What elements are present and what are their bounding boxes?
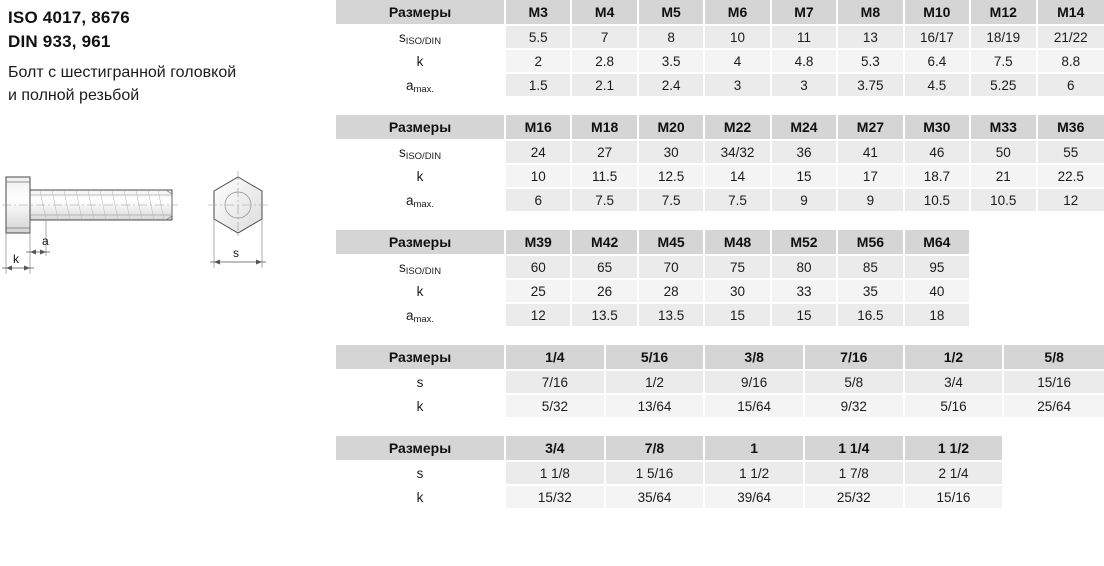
standard-line-1: ISO 4017, 8676 — [8, 8, 130, 27]
row-label-k: k — [336, 486, 506, 508]
table-cell-value: 1/2 — [606, 371, 706, 395]
table-header-dimensions: Размеры — [336, 436, 506, 462]
table-cell-value: 27 — [572, 141, 638, 165]
row-label-k: k — [336, 165, 506, 189]
table-cell-value: 5/32 — [506, 395, 606, 417]
row-label-s-iso-din: sISO/DIN — [336, 141, 506, 165]
table-header-dimensions: Размеры — [336, 345, 506, 371]
drawing-label-a: a — [42, 234, 49, 248]
table-cell-value: 6 — [1038, 74, 1104, 96]
row-label-a-max: amax. — [336, 74, 506, 96]
table-cell-empty — [971, 280, 1037, 304]
table-header-size: 3/8 — [705, 345, 805, 371]
table-row — [336, 304, 1104, 326]
product-description-line-1: Болт с шестигранной головкой — [8, 64, 237, 81]
table-header-empty — [971, 230, 1037, 256]
table-header-size: M48 — [705, 230, 771, 256]
table-row — [336, 50, 1104, 74]
table-row — [336, 280, 1104, 304]
table-header-row — [336, 345, 1104, 371]
table-cell-value: 10 — [705, 26, 771, 50]
table-header-size: 5/16 — [606, 345, 706, 371]
table-cell-value: 40 — [905, 280, 971, 304]
dimension-tables — [336, 0, 1104, 527]
table-header-dimensions: Размеры — [336, 115, 506, 141]
table-cell-value: 1 1/2 — [705, 462, 805, 486]
table-cell-value: 7.5 — [971, 50, 1037, 74]
table-cell-value: 5/16 — [905, 395, 1005, 417]
table-row — [336, 165, 1104, 189]
table-cell-value: 18 — [905, 304, 971, 326]
table-cell-value: 2 1/4 — [905, 462, 1005, 486]
table-cell-value: 7/16 — [506, 371, 606, 395]
table-cell-value: 13/64 — [606, 395, 706, 417]
table-cell-value: 55 — [1038, 141, 1104, 165]
standard-line-2: DIN 933, 961 — [8, 32, 111, 51]
table-header-dimensions: Размеры — [336, 230, 506, 256]
table-row — [336, 141, 1104, 165]
drawing-label-k: k — [13, 252, 19, 266]
row-label-s: s — [336, 371, 506, 395]
table-header-size: 7/16 — [805, 345, 905, 371]
table-cell-value: 5/8 — [805, 371, 905, 395]
row-label-a-max: amax. — [336, 189, 506, 211]
dimension-table — [336, 230, 1104, 326]
table-cell-value: 34/32 — [705, 141, 771, 165]
table-cell-value: 1 1/8 — [506, 462, 606, 486]
table-cell-value: 41 — [838, 141, 904, 165]
table-header-size: M27 — [838, 115, 904, 141]
table-header-size: M39 — [506, 230, 572, 256]
table-cell-value: 18.7 — [905, 165, 971, 189]
table-cell-value: 16.5 — [838, 304, 904, 326]
table-header-size: M45 — [639, 230, 705, 256]
table-cell-value: 21/22 — [1038, 26, 1104, 50]
table-header-row — [336, 230, 1104, 256]
table-header-size: M64 — [905, 230, 971, 256]
row-label-k: k — [336, 395, 506, 417]
table-cell-value: 15 — [772, 304, 838, 326]
product-info — [8, 6, 328, 107]
table-cell-value: 9/16 — [705, 371, 805, 395]
table-header-size: M4 — [572, 0, 638, 26]
table-header-size: M24 — [772, 115, 838, 141]
table-cell-value: 10 — [506, 165, 572, 189]
table-cell-value: 2.4 — [639, 74, 705, 96]
table-header-size: M18 — [572, 115, 638, 141]
table-cell-value: 35 — [838, 280, 904, 304]
table-cell-value: 12.5 — [639, 165, 705, 189]
row-label-s: s — [336, 462, 506, 486]
table-cell-value: 9 — [772, 189, 838, 211]
row-label-a-max: amax. — [336, 304, 506, 326]
table-cell-value: 1 5/16 — [606, 462, 706, 486]
table-cell-value: 18/19 — [971, 26, 1037, 50]
table-cell-value: 25/32 — [805, 486, 905, 508]
table-cell-value: 7 — [572, 26, 638, 50]
table-row — [336, 462, 1104, 486]
table-header-size: M12 — [971, 0, 1037, 26]
table-header-size: M42 — [572, 230, 638, 256]
table-cell-value: 4.5 — [905, 74, 971, 96]
table-cell-value: 4.8 — [772, 50, 838, 74]
row-label-s-iso-din: sISO/DIN — [336, 256, 506, 280]
table-cell-empty — [1038, 304, 1104, 326]
row-label-k: k — [336, 50, 506, 74]
table-header-size: M14 — [1038, 0, 1104, 26]
table-cell-empty — [1004, 486, 1104, 508]
table-header-size: M8 — [838, 0, 904, 26]
table-cell-value: 50 — [971, 141, 1037, 165]
table-row — [336, 371, 1104, 395]
row-label-s-iso-din: sISO/DIN — [336, 26, 506, 50]
table-row — [336, 486, 1104, 508]
table-cell-value: 25/64 — [1004, 395, 1104, 417]
table-header-size: M20 — [639, 115, 705, 141]
table-cell-value: 22.5 — [1038, 165, 1104, 189]
table-cell-empty — [1038, 280, 1104, 304]
table-cell-value: 5.5 — [506, 26, 572, 50]
table-cell-value: 3.5 — [639, 50, 705, 74]
table-cell-value: 15/16 — [905, 486, 1005, 508]
table-cell-value: 85 — [838, 256, 904, 280]
dimension-table — [336, 115, 1104, 211]
table-cell-value: 24 — [506, 141, 572, 165]
table-cell-value: 15/32 — [506, 486, 606, 508]
drawing-label-s: s — [233, 246, 239, 260]
table-header-size: 1 — [705, 436, 805, 462]
table-cell-value: 28 — [639, 280, 705, 304]
dimension-table — [336, 0, 1104, 96]
table-cell-value: 17 — [838, 165, 904, 189]
table-header-size: M6 — [705, 0, 771, 26]
table-cell-value: 26 — [572, 280, 638, 304]
table-cell-value: 15 — [772, 165, 838, 189]
table-row — [336, 26, 1104, 50]
table-header-size: M10 — [905, 0, 971, 26]
table-row — [336, 395, 1104, 417]
dimension-table — [336, 436, 1104, 508]
table-cell-value: 16/17 — [905, 26, 971, 50]
table-header-size: M3 — [506, 0, 572, 26]
hex-head-bolt-drawing — [0, 160, 330, 280]
table-cell-value: 80 — [772, 256, 838, 280]
table-cell-value: 4 — [705, 50, 771, 74]
table-cell-value: 15 — [705, 304, 771, 326]
table-cell-value: 10.5 — [905, 189, 971, 211]
table-cell-value: 25 — [506, 280, 572, 304]
table-header-row — [336, 0, 1104, 26]
table-cell-value: 1.5 — [506, 74, 572, 96]
table-cell-value: 8.8 — [1038, 50, 1104, 74]
table-cell-value: 5.25 — [971, 74, 1037, 96]
table-header-size: M30 — [905, 115, 971, 141]
table-cell-value: 6 — [506, 189, 572, 211]
table-cell-value: 7.5 — [572, 189, 638, 211]
table-cell-value: 10.5 — [971, 189, 1037, 211]
table-header-size: 1/4 — [506, 345, 606, 371]
table-cell-value: 33 — [772, 280, 838, 304]
table-header-size: 5/8 — [1004, 345, 1104, 371]
table-cell-value: 65 — [572, 256, 638, 280]
table-header-size: M56 — [838, 230, 904, 256]
table-header-row — [336, 436, 1104, 462]
table-header-size: 1/2 — [905, 345, 1005, 371]
table-cell-value: 9 — [838, 189, 904, 211]
table-cell-value: 30 — [639, 141, 705, 165]
table-header-size: 3/4 — [506, 436, 606, 462]
table-cell-value: 3/4 — [905, 371, 1005, 395]
table-cell-value: 14 — [705, 165, 771, 189]
table-row — [336, 189, 1104, 211]
table-cell-empty — [971, 256, 1037, 280]
table-cell-value: 95 — [905, 256, 971, 280]
table-cell-value: 8 — [639, 26, 705, 50]
table-cell-value: 2.1 — [572, 74, 638, 96]
table-header-size: 1 1/2 — [905, 436, 1005, 462]
dimension-table — [336, 345, 1104, 417]
table-row — [336, 256, 1104, 280]
table-cell-value: 6.4 — [905, 50, 971, 74]
table-cell-value: 9/32 — [805, 395, 905, 417]
table-cell-value: 15/16 — [1004, 371, 1104, 395]
table-header-size: M22 — [705, 115, 771, 141]
table-cell-value: 13.5 — [572, 304, 638, 326]
table-cell-value: 5.3 — [838, 50, 904, 74]
table-cell-value: 21 — [971, 165, 1037, 189]
table-header-size: M52 — [772, 230, 838, 256]
table-header-row — [336, 115, 1104, 141]
table-cell-value: 1 7/8 — [805, 462, 905, 486]
table-header-size: M36 — [1038, 115, 1104, 141]
table-cell-value: 39/64 — [705, 486, 805, 508]
table-header-size: M7 — [772, 0, 838, 26]
table-header-size: M5 — [639, 0, 705, 26]
table-header-dimensions: Размеры — [336, 0, 506, 26]
table-cell-value: 3 — [705, 74, 771, 96]
table-cell-empty — [1004, 462, 1104, 486]
table-header-empty — [1038, 230, 1104, 256]
product-description-line-2: и полной резьбой — [8, 87, 140, 104]
table-header-empty — [1004, 436, 1104, 462]
table-cell-empty — [971, 304, 1037, 326]
row-label-k: k — [336, 280, 506, 304]
table-cell-value: 36 — [772, 141, 838, 165]
table-cell-value: 15/64 — [705, 395, 805, 417]
table-cell-value: 70 — [639, 256, 705, 280]
table-cell-value: 7.5 — [639, 189, 705, 211]
table-header-size: 1 1/4 — [805, 436, 905, 462]
table-cell-value: 13 — [838, 26, 904, 50]
table-cell-value: 13.5 — [639, 304, 705, 326]
table-header-size: M16 — [506, 115, 572, 141]
table-cell-value: 11 — [772, 26, 838, 50]
table-cell-value: 46 — [905, 141, 971, 165]
table-header-size: M33 — [971, 115, 1037, 141]
table-cell-value: 11.5 — [572, 165, 638, 189]
table-row — [336, 74, 1104, 96]
table-cell-value: 75 — [705, 256, 771, 280]
table-cell-value: 3.75 — [838, 74, 904, 96]
table-cell-value: 60 — [506, 256, 572, 280]
table-header-size: 7/8 — [606, 436, 706, 462]
table-cell-value: 3 — [772, 74, 838, 96]
table-cell-value: 35/64 — [606, 486, 706, 508]
table-cell-value: 12 — [506, 304, 572, 326]
table-cell-value: 2 — [506, 50, 572, 74]
table-cell-value: 30 — [705, 280, 771, 304]
table-cell-value: 12 — [1038, 189, 1104, 211]
table-cell-value: 2.8 — [572, 50, 638, 74]
table-cell-value: 7.5 — [705, 189, 771, 211]
table-cell-empty — [1038, 256, 1104, 280]
